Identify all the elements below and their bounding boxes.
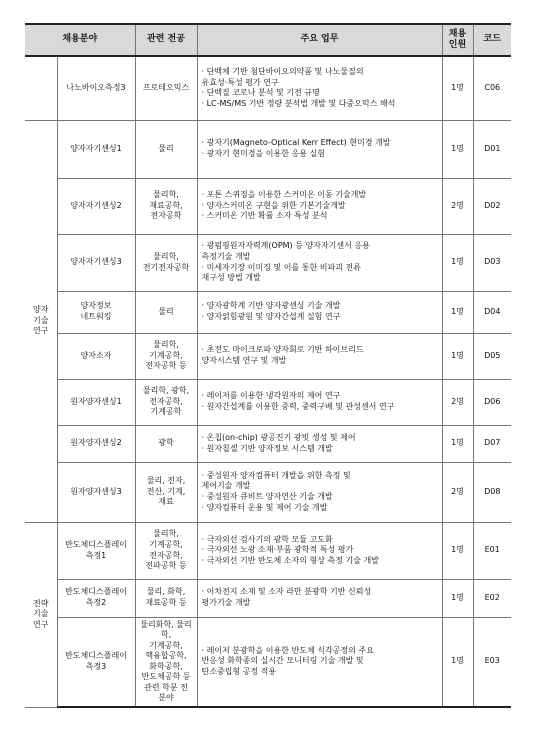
- major-cell: 물리학, 전기전자공학: [135, 234, 197, 291]
- count-cell: 1명: [442, 617, 473, 707]
- major-cell: 광학: [135, 425, 197, 462]
- major-cell: 물리화학, 물리학, 기계공학, 핵융합공학, 화학공학, 반도체공학 등 관련 학문 전 분야: [135, 617, 197, 707]
- table-header-row: [25, 24, 511, 56]
- table-row: [25, 56, 511, 120]
- field-cell: 반도체디스플레이 측정1: [57, 522, 135, 579]
- table-row: [25, 333, 511, 379]
- code-cell: C06: [473, 56, 511, 120]
- count-cell: 1명: [442, 579, 473, 617]
- duties-cell: · 레이저 분광학을 이용한 반도체 식각공정의 주요 반응성 화학종의 실시간 모니터링 기술 개발 및 탄소중립형 공정 적용: [197, 617, 442, 707]
- header-field: 채용분야: [25, 24, 135, 56]
- count-cell: 1명: [442, 522, 473, 579]
- table-row: [25, 120, 511, 178]
- duties-cell: · 광펌핑원자자력계(OPM) 등 양자자기센서 응용 측정기술 개발 · 미세자기장 이미징 및 이를 통한 비파괴 전류 재구성 방법 개발: [197, 234, 442, 291]
- header-code: 코드: [473, 24, 511, 56]
- major-cell: 물리, 전자, 전산, 기계, 재료: [135, 462, 197, 522]
- count-cell: 1명: [442, 56, 473, 120]
- table-row: [25, 379, 511, 425]
- field-cell: 양자자기센싱3: [57, 234, 135, 291]
- field-cell: 반도체디스플레이 측정3: [57, 617, 135, 707]
- table-row: [25, 462, 511, 522]
- field-cell: 양자자기센싱2: [57, 178, 135, 234]
- count-cell: 2명: [442, 379, 473, 425]
- code-cell: D08: [473, 462, 511, 522]
- table-row: [25, 234, 511, 291]
- table-row: [25, 579, 511, 617]
- duties-cell: · 극자외선 검사기의 광학 모듈 고도화 · 극자외선 노광 소재·부품 광학적 특성 평가 · 극자외선 기반 반도체 소자의 형상 측정 기술 개발: [197, 522, 442, 579]
- major-cell: 물리, 화학, 재료공학 등: [135, 579, 197, 617]
- table-row: [25, 522, 511, 579]
- code-cell: D07: [473, 425, 511, 462]
- major-cell: 물리학, 광학, 전자공학, 기계공학: [135, 379, 197, 425]
- duties-cell: · 온칩(on-chip) 광공진기 광빗 생성 및 제어 · 원자칩셀 기반 양자정보 시스템 개발: [197, 425, 442, 462]
- table-row: [25, 425, 511, 462]
- duties-cell: · 포톤 스퀴징을 이용한 스커미온 이동 기술개발 · 양자스커미온 구현을 위한 기본기술개발 · 스커미온 기반 확률 소자 특성 분석: [197, 178, 442, 234]
- field-cell: 원자양자센싱2: [57, 425, 135, 462]
- major-cell: 물리학, 기계공학, 전자공학 등: [135, 333, 197, 379]
- code-cell: D06: [473, 379, 511, 425]
- header-count: 채용 인원: [442, 24, 473, 56]
- count-cell: 1명: [442, 234, 473, 291]
- duties-cell: · 이차전지 소재 및 소자 라만 분광학 기반 신뢰성 평가기술 개발: [197, 579, 442, 617]
- category-strategic: 전략 기술 연구: [25, 522, 57, 707]
- code-cell: D04: [473, 291, 511, 333]
- major-cell: 물리학, 기계공학, 전자공학, 전파공학 등: [135, 522, 197, 579]
- code-cell: D03: [473, 234, 511, 291]
- count-cell: 1명: [442, 120, 473, 178]
- major-cell: 물리: [135, 291, 197, 333]
- category-quantum: 양자 기술 연구: [25, 120, 57, 522]
- header-major: 관련 전공: [135, 24, 197, 56]
- major-cell: 프로테오믹스: [135, 56, 197, 120]
- field-cell: 양자자기센싱1: [57, 120, 135, 178]
- count-cell: 2명: [442, 462, 473, 522]
- code-cell: D02: [473, 178, 511, 234]
- count-cell: 1명: [442, 333, 473, 379]
- code-cell: E01: [473, 522, 511, 579]
- table-row: [25, 178, 511, 234]
- duties-cell: · 광자기(Magneto-Optical Kerr Effect) 현미경 개발 · 광자기 현미경을 이용한 응용 실험: [197, 120, 442, 178]
- code-cell: D01: [473, 120, 511, 178]
- table-row: [25, 617, 511, 707]
- field-cell: 원자양자센싱1: [57, 379, 135, 425]
- duties-cell: · 중성원자 양자컴퓨터 개발을 위한 측정 및 제어기술 개발 · 중성원자 큐비트 양자연산 기술 개발 · 양자컴퓨터 운용 및 제어 기술 개발: [197, 462, 442, 522]
- count-cell: 2명: [442, 178, 473, 234]
- duties-cell: · 단백체 기반 첨단바이오의약품 및 나노물질의 유효성·특성 평가 연구 · 단백질 코로나 분석 및 기전 규명 · LC-MS/MS 기반 정량 분석법 개발 및 다중오믹스 해석: [197, 56, 442, 120]
- recruitment-table: [25, 23, 511, 708]
- major-cell: 물리: [135, 120, 197, 178]
- major-cell: 물리학, 재료공학, 전자공학: [135, 178, 197, 234]
- field-cell: 양자정보 네트워킹: [57, 291, 135, 333]
- field-cell: 양자소자: [57, 333, 135, 379]
- field-cell: 나노바이오측정3: [57, 56, 135, 120]
- count-cell: 1명: [442, 291, 473, 333]
- duties-cell: · 레이저를 이용한 냉각원자의 제어 연구 · 원자간섭계를 이용한 중력, 중력구배 및 관성센서 연구: [197, 379, 442, 425]
- table-row: [25, 291, 511, 333]
- duties-cell: · 초전도 마이크로파 양자회로 기반 하이브리드 양자시스템 연구 및 개발: [197, 333, 442, 379]
- count-cell: 1명: [442, 425, 473, 462]
- field-cell: 원자양자센싱3: [57, 462, 135, 522]
- category-cell-empty: [25, 56, 57, 120]
- field-cell: 반도체디스플레이 측정2: [57, 579, 135, 617]
- code-cell: E03: [473, 617, 511, 707]
- recruitment-table-container: [25, 23, 511, 708]
- code-cell: D05: [473, 333, 511, 379]
- code-cell: E02: [473, 579, 511, 617]
- header-duties: 주요 업무: [197, 24, 442, 56]
- duties-cell: · 양자광학계 기반 양자광센싱 기술 개발 · 양자얽힘광원 및 양자간섭계 실험 연구: [197, 291, 442, 333]
